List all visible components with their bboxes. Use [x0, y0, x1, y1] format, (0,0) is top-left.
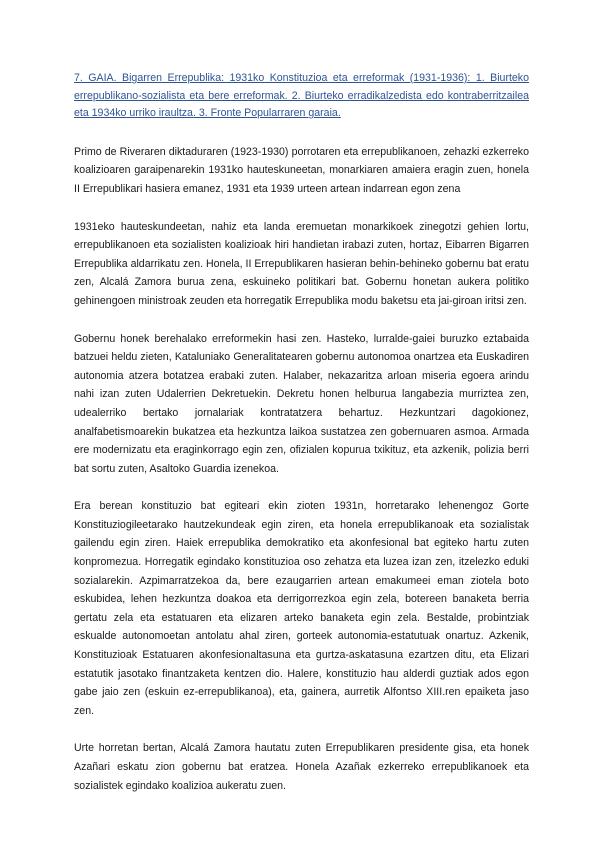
- paragraph-4: Era berean konstituzio bat egiteari ekin zioten 1931n, horretarako lehenengoz Gorte Konstituziogileetarako hautzekundeak egin ziren, eta honela errepublikanoak eta sozialistak gailendu egin ziren. Haiek errepublika demokratiko eta akonfesional bat egiteko hartu zuten konpromezua. Horregatik egindako konstituzioa oso zehatza eta luzea izan zen, itzelezko eduki sozialarekin. Azpimarratzekoa da, bere ezaugarrien artean emakumeei eman ziotela boto eskubidea, lehen hezkuntza doakoa eta derrigorrezkoa egin zela, botereen banaketa berria gertatu zela eta estatuaren eta elizaren arteko banaketa egin zela. Bestalde, probintziak eskualde autonomoetan antolatu ahal ziren, gorteek autonomia-estatutuak onartuz. Azkenik, Konstituzioak Estatuaren akonfesionaltasuna eta gurtza-askatasuna ezartzen ditu, eta Elizari estatutik jasotako finantzaketa kentzen dio. Halere, konstituzio hau alderdi guztiak ados egon gabe jaio zen (eskuin ez-errepublikanoa), eta, gainera, aurretik Alfontso XIII.ren epaiketa jaso zen.: [74, 500, 529, 717]
- paragraph-5: Urte horretan bertan, Alcalá Zamora hautatu zuten Errepublikaren presidente gisa, eta honek Azañari eskatu zion gobernu bat eratzea. Honela Azañak ezkerreko errepublikanoek eta sozialistek egindako koalizioa aukeratu zuen.: [74, 742, 529, 792]
- document-body: [74, 70, 529, 814]
- paragraph-3: Gobernu honek berehalako erreformekin hasi zen. Hasteko, lurralde-gaiei buruzko eztabaida batzuei heldu zieten, Kataluniako Generalitatearen gobernu autonomoa onartzea eta Euskadiren autonomia atzera botatzea erabaki zuten. Halaber, nekazaritza arloan miseria egoera arindu nahi izan zuten Udalerrien Dekretuekin. Dekretu honen helburua langabezia murriztea zen, udealerriko bertako jornalariak kontratatzera behartuz. Hezkuntzari dagokionez, analfabetismoarekin bukatzea eta hezkuntza laikoa sustatzea zen gobernuaren asmoa. Armada ere modernizatu eta eraginkorrago egin zen, ofizialen kopurua txikituz, eta azkenik, polizia berri bat sortu zuten, Asaltoko Guardia izenekoa.: [74, 332, 529, 475]
- paragraph-2: 1931eko hauteskundeetan, nahiz eta landa eremuetan monarkikoek zinegotzi gehien lortu, errepublikanoen eta sozialisten koalizioak hiri handietan irabazi zuten, hortaz, Eibarren Bigarren Errepublika aldarrikatu zen. Honela, II Errepublikaren hasieran behin-behineko gobernu bat eratu zen, Alcalá Zamora burua zena, eskuineko politikari bat. Gobernu honetan aukera politiko gehinengoen ministroak zeuden eta horregatik Errepublika modu baketsu eta jai-giroan iritsi zen.: [74, 220, 529, 307]
- section-heading-link[interactable]: 7. GAIA. Bigarren Errepublika: 1931ko Konstituzioa eta erreformak (1931-1936): 1. Biurteko errepublikano-sozialista eta bere erreformak. 2. Biurteko erradikalzedista edo kontraberritzailea eta 1934ko urriko iraultza. 3. Fronte Popularraren garaia.: [74, 72, 529, 120]
- paragraph-1: Primo de Riveraren diktaduraren (1923-1930) porrotaren eta errepublikanoen, zehazki ezkerreko koalizioaren garaipenarekin 1931ko hauteskuneetan, monarkiaren amaiera eragin zuen, honela II Errepublikari hasiera emanez, 1931 eta 1939 urteen artean indarrean egon zena: [74, 145, 529, 195]
